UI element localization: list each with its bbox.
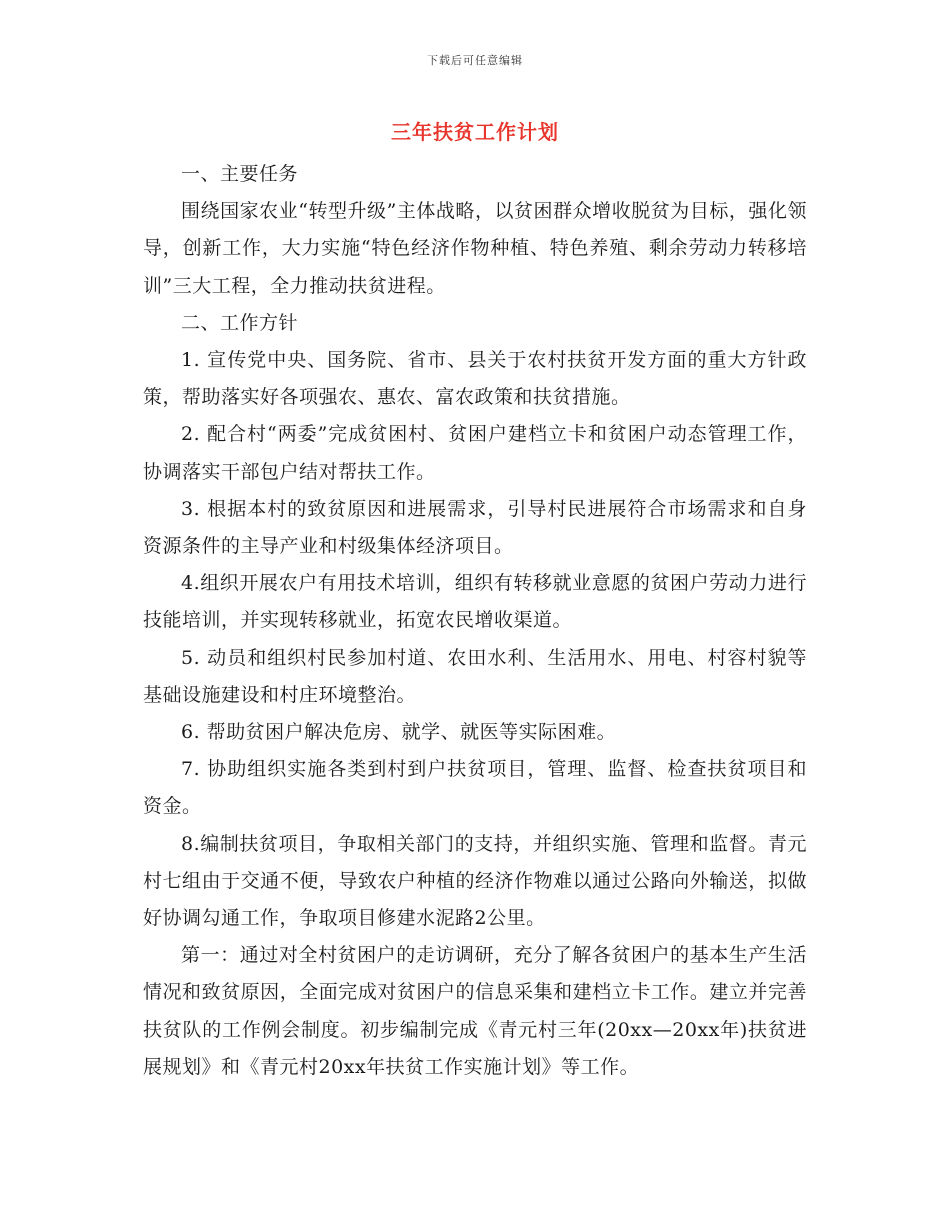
list-item: 2. 配合村“两委”完成贫困村、贫困户建档立卡和贫困户动态管理工作，协调落实干部包户结对帮扶工作。 (143, 423, 807, 483)
list-item: 1. 宣传党中央、国务院、省市、县关于农村扶贫开发方面的重大方针政策，帮助落实好各项强农、惠农、富农政策和扶贫措施。 (143, 349, 807, 409)
paragraph: 第一：通过对全村贫困户的走访调研，充分了解各贫困户的基本生产生活情况和致贫原因，全面完成对贫困户的信息采集和建档立卡工作。建立并完善扶贫队的工作例会制度。初步编制完成《青元村三年(20xx—20xx年)扶贫进展规划》和《青元村20xx年扶贫工作实施计划》等工作。 (143, 944, 807, 1078)
list-item: 4.组织开展农户有用技术培训，组织有转移就业意愿的贫困户劳动力进行技能培训，并实现转移就业，拓宽农民增收渠道。 (143, 572, 807, 632)
document-body (143, 156, 807, 1086)
section-heading-main-tasks: 一、主要任务 (181, 163, 299, 185)
list-item: 6. 帮助贫困户解决危房、就学、就医等实际困难。 (181, 721, 617, 744)
paragraph: 围绕国家农业“转型升级”主体战略，以贫困群众增收脱贫为目标，强化领导，创新工作，大力实施“特色经济作物种植、特色养殖、剩余劳动力转移培训”三大工程，全力推动扶贫进程。 (143, 200, 807, 297)
list-item: 3. 根据本村的致贫原因和进展需求，引导村民进展符合市场需求和自身资源条件的主导产业和村级集体经济项目。 (143, 497, 807, 558)
header-note: 下载后可任意编辑 (427, 54, 523, 67)
list-item: 7. 协助组织实施各类到村到户扶贫项目，管理、监督、检查扶贫项目和资金。 (143, 758, 807, 818)
list-item: 5. 动员和组织村民参加村道、农田水利、生活用水、用电、村容村貌等基础设施建设和村庄环境整治。 (143, 646, 807, 706)
list-item: 8.编制扶贫项目，争取相关部门的支持，并组织实施、管理和监督。青元村七组由于交通不便，导致农户种植的经济作物难以通过公路向外输送，拟做好协调勾通工作，争取项目修建水泥路2公里。 (143, 832, 807, 930)
section-heading-work-policy: 二、工作方针 (181, 311, 299, 334)
document-title: 三年扶贫工作计划 (391, 120, 559, 144)
